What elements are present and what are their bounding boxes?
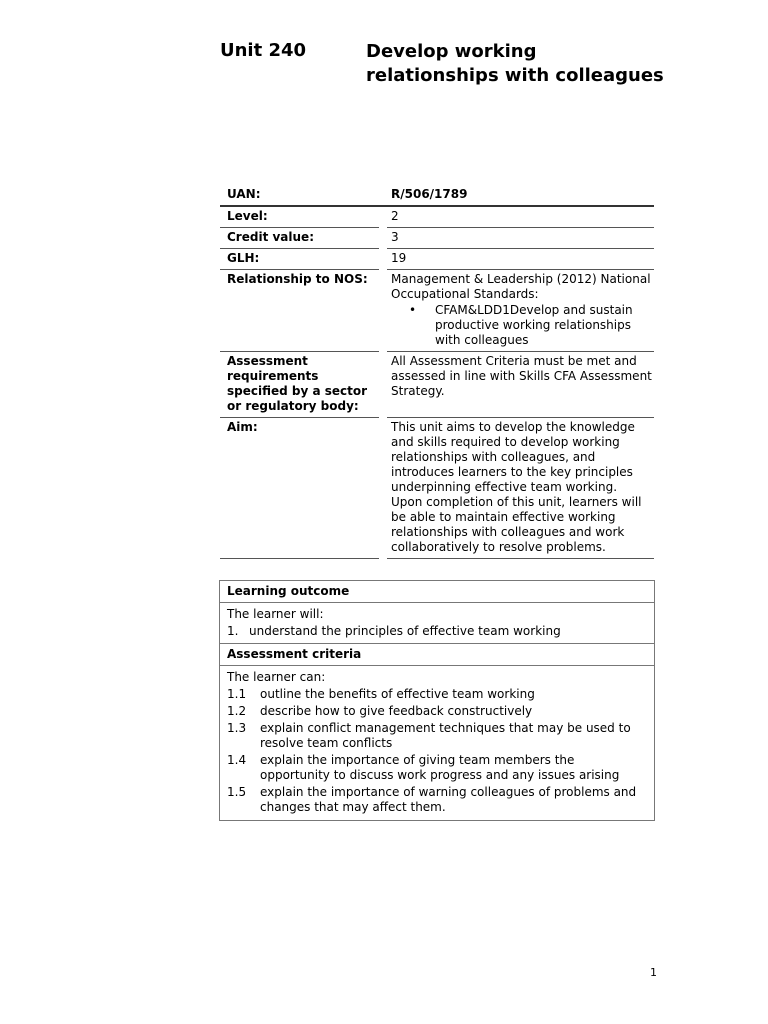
page-number: 1: [650, 966, 657, 979]
aim-label: Aim:: [220, 418, 379, 559]
uan-label: UAN:: [220, 185, 379, 207]
nos-row: [220, 270, 654, 352]
glh-label: GLH:: [220, 249, 379, 270]
unit-number: Unit 240: [220, 40, 307, 61]
criteria-item: [227, 753, 647, 783]
level-label: Level:: [220, 207, 379, 228]
nos-value: Management & Leadership (2012) National Occupational Standards:: [391, 272, 651, 301]
assessment-requirements-row: [220, 352, 654, 418]
level-row: [220, 207, 654, 228]
level-value: 2: [387, 207, 654, 228]
criteria-item: [227, 785, 647, 815]
learning-outcome-title: Learning outcome: [220, 581, 654, 603]
nos-bullet-item: [391, 303, 652, 348]
nos-value-cell: [387, 270, 654, 352]
assessment-criteria-title: Assessment criteria: [220, 644, 654, 666]
uan-row: [220, 185, 654, 207]
aim-value: This unit aims to develop the knowledge and skills required to develop working relationships with colleagues, and introduces learners to the key principles underpinning effective team working. Upon completion of this unit, learners will be able to maintain effective working relationships with colleagues and work collaboratively to resolve problems.: [387, 418, 654, 559]
criteria-item: [227, 704, 647, 719]
unit-info-table: [220, 185, 654, 559]
criteria-number: 1.3: [227, 721, 247, 735]
criteria-number: 1.2: [227, 704, 247, 718]
criteria-number: 1.4: [227, 753, 247, 767]
learning-outcome-text: understand the principles of effective team working: [249, 624, 561, 638]
criteria-item: [227, 687, 647, 702]
learning-outcome-box: [219, 580, 655, 821]
assessment-criteria-body: [220, 666, 654, 820]
glh-row: [220, 249, 654, 270]
learning-outcome-body: [220, 603, 654, 644]
criteria-number: 1.1: [227, 687, 247, 701]
criteria-text: explain the importance of giving team members the opportunity to discuss work progress and any issues arising: [260, 753, 620, 782]
nos-label: Relationship to NOS:: [220, 270, 379, 352]
credit-row: [220, 228, 654, 249]
criteria-item: [227, 721, 647, 751]
criteria-text: explain conflict management techniques that may be used to resolve team conflicts: [260, 721, 631, 750]
criteria-number: 1.5: [227, 785, 247, 799]
glh-value: 19: [387, 249, 654, 270]
criteria-text: outline the benefits of effective team working: [260, 687, 535, 701]
assessment-requirements-value: All Assessment Criteria must be met and assessed in line with Skills CFA Assessment Strategy.: [387, 352, 654, 418]
credit-value: 3: [387, 228, 654, 249]
learning-outcome-item: [227, 624, 647, 639]
assessment-criteria-intro: The learner can:: [227, 670, 326, 684]
bullet-icon: •: [409, 303, 417, 317]
aim-row: [220, 418, 654, 559]
nos-bullet-text: CFAM&LDD1Develop and sustain productive working relationships with colleagues: [435, 303, 633, 347]
criteria-text: describe how to give feedback constructively: [260, 704, 533, 718]
unit-title: Develop working relationships with colleagues: [366, 41, 664, 86]
learning-outcome-intro: The learner will:: [227, 607, 324, 621]
credit-label: Credit value:: [220, 228, 379, 249]
criteria-text: explain the importance of warning colleagues of problems and changes that may affect them.: [260, 785, 637, 814]
learning-outcome-number: 1.: [227, 624, 239, 638]
uan-value: R/506/1789: [387, 185, 654, 207]
assessment-requirements-label: Assessment requirements specified by a sector or regulatory body:: [220, 352, 379, 418]
